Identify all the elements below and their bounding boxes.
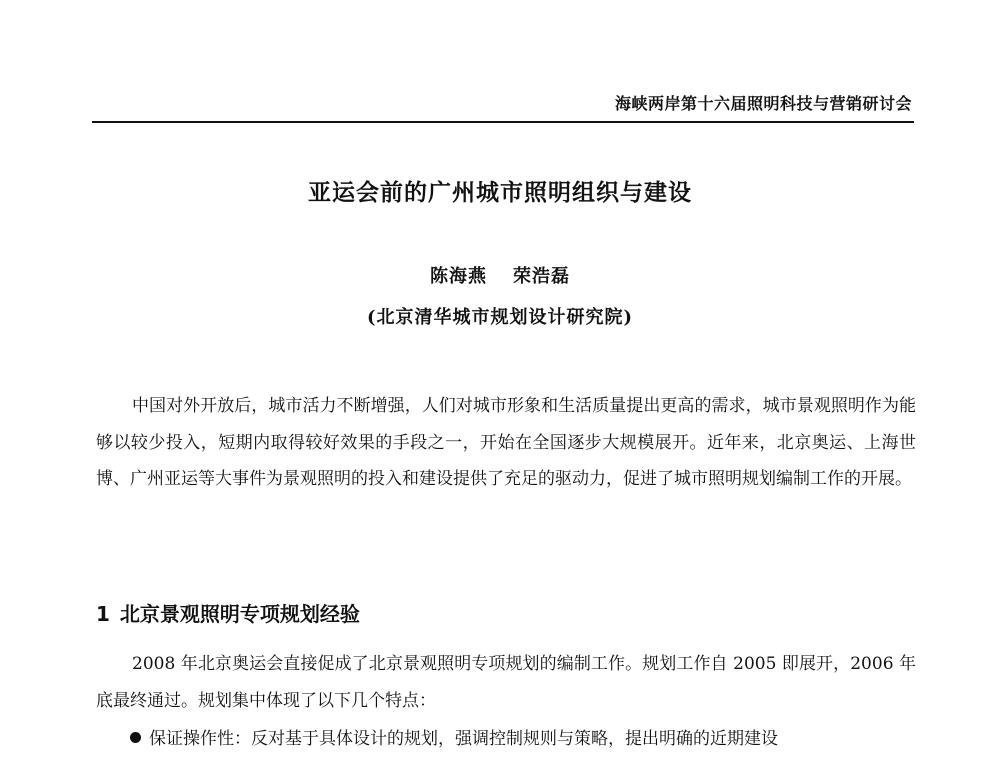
section-number: 1 <box>96 602 110 626</box>
intro-paragraph: 中国对外开放后，城市活力不断增强，人们对城市形象和生活质量提出更高的需求，城市景观照明作为能够以较少投入，短期内取得较好效果的手段之一，开始在全国逐步大规模展开。近年来，北京奥运、上海世博、广州亚运等大事件为景观照明的投入和建设提供了充足的驱动力，促进了城市照明规划编制工作的开展。 <box>96 396 916 489</box>
author-list <box>0 262 1000 288</box>
author-name: 陈海燕 <box>430 266 487 287</box>
header-rule <box>92 121 914 123</box>
running-header: 海峡两岸第十六届照明科技与营销研讨会 <box>614 94 912 113</box>
section-title: 北京景观照明专项规划经验 <box>119 602 360 626</box>
author-name: 荣浩磊 <box>513 266 570 287</box>
bullet-icon <box>130 732 141 743</box>
bullet-text: 保证操作性：反对基于具体设计的规划，强调控制规则与策略，提出明确的近期建设 <box>149 729 778 749</box>
article-title: 亚运会前的广州城市照明组织与建设 <box>308 180 692 206</box>
bullet-item <box>130 721 916 757</box>
section-paragraph: 2008 年北京奥运会直接促成了北京景观照明专项规划的编制工作。规划工作自 2005 即展开，2006 年底最终通过。规划集中体现了以下几个特点： <box>96 654 916 711</box>
section-heading <box>96 598 360 627</box>
author-affiliation: (北京清华城市规划设计研究院) <box>366 307 634 328</box>
